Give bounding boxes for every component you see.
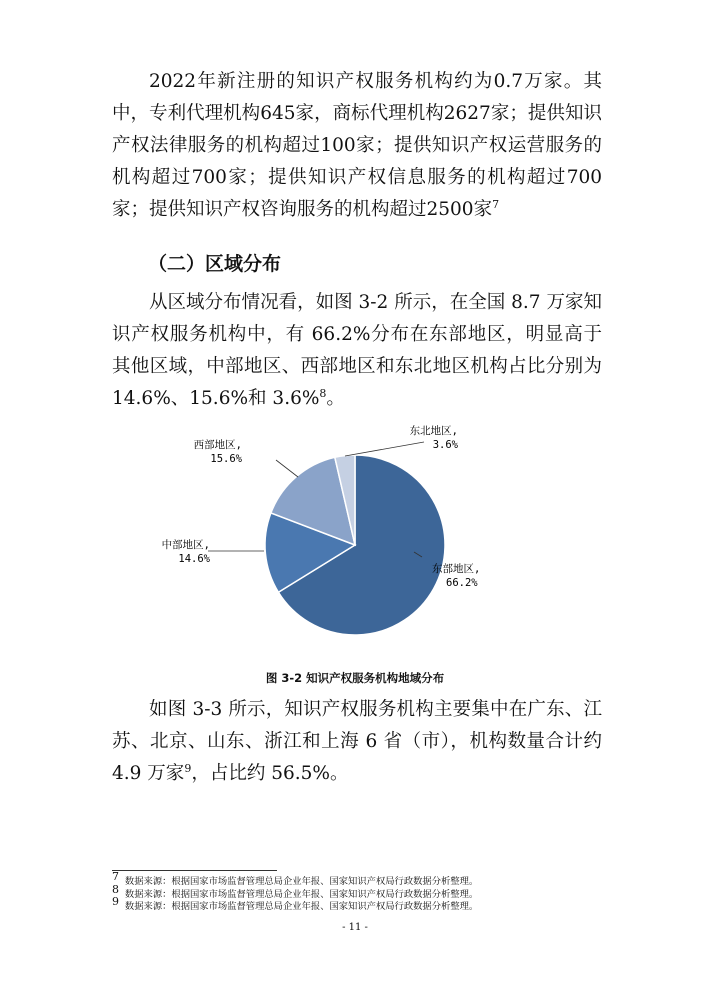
slice-label: 东部地区, — [432, 563, 481, 575]
paragraph-regional — [112, 287, 602, 415]
slice-label: 中部地区, — [161, 539, 210, 551]
footnotes — [112, 869, 612, 914]
leader-line — [345, 442, 424, 456]
slice-label: 东北地区, — [409, 425, 458, 437]
paragraph-provinces — [112, 694, 602, 790]
footnote-number: 8 — [112, 882, 119, 896]
regional-pie-chart — [160, 420, 560, 660]
leader-line — [276, 460, 298, 477]
section-heading: （二）区域分布 — [148, 253, 282, 275]
paragraph-end: 。 — [326, 388, 345, 409]
slice-label: 西部地区, — [193, 439, 242, 451]
footnote-divider — [112, 870, 277, 871]
footnote-text: 数据来源：根据国家市场监督管理总局企业年报、国家知识产权局行政数据分析整理。 — [124, 888, 479, 900]
footnote — [112, 869, 612, 889]
footnote-text: 数据来源：根据国家市场监督管理总局企业年报、国家知识产权局行政数据分析整理。 — [124, 876, 479, 887]
footnote-text: 数据来源：根据国家市场监督管理总局企业年报、国家知识产权局行政数据分析整理。 — [124, 901, 479, 912]
footnote-ref: 7 — [492, 197, 500, 211]
page-number: - 11 - — [342, 922, 368, 933]
paragraph-text: 如图 3-3 所示，知识产权服务机构主要集中在广东、江苏、北京、山东、浙江和上海 6 省（市），机构数量合计约 4.9 万家 — [112, 699, 602, 784]
footnote-number: 9 — [112, 894, 119, 908]
slice-value-label: 66.2% — [446, 577, 478, 589]
footnote-number: 7 — [112, 869, 119, 883]
slice-value-label: 14.6% — [178, 553, 210, 565]
footnote-ref: 8 — [319, 386, 327, 400]
footnote — [112, 894, 612, 914]
paragraph-new-registrations — [112, 66, 602, 226]
slice-value-label: 3.6% — [432, 439, 458, 451]
figure-caption: 图 3-2 知识产权服务机构地域分布 — [265, 671, 445, 685]
paragraph-text-rest: ，占比约 56.5%。 — [191, 763, 349, 784]
slice-value-label: 15.6% — [210, 453, 242, 465]
footnote — [112, 882, 612, 902]
paragraph-text: 2022年新注册的知识产权服务机构约为0.7万家。其中，专利代理机构645家，商标代理机构2627家；提供知识产权法律服务的机构超过100家；提供知识产权运营服务的机构超过700家；提供知识产权信息服务的机构超过700家；提供知识产权咨询服务的机构超过2500家 — [112, 71, 602, 220]
footnote-ref: 9 — [184, 761, 192, 775]
paragraph-text: 从区域分布情况看，如图 3-2 所示，在全国 8.7 万家知识产权服务机构中，有 66.2%分布在东部地区，明显高于其他区域，中部地区、西部地区和东北地区机构占比分别为 14.6%、15.6%和 3.6% — [112, 292, 602, 409]
